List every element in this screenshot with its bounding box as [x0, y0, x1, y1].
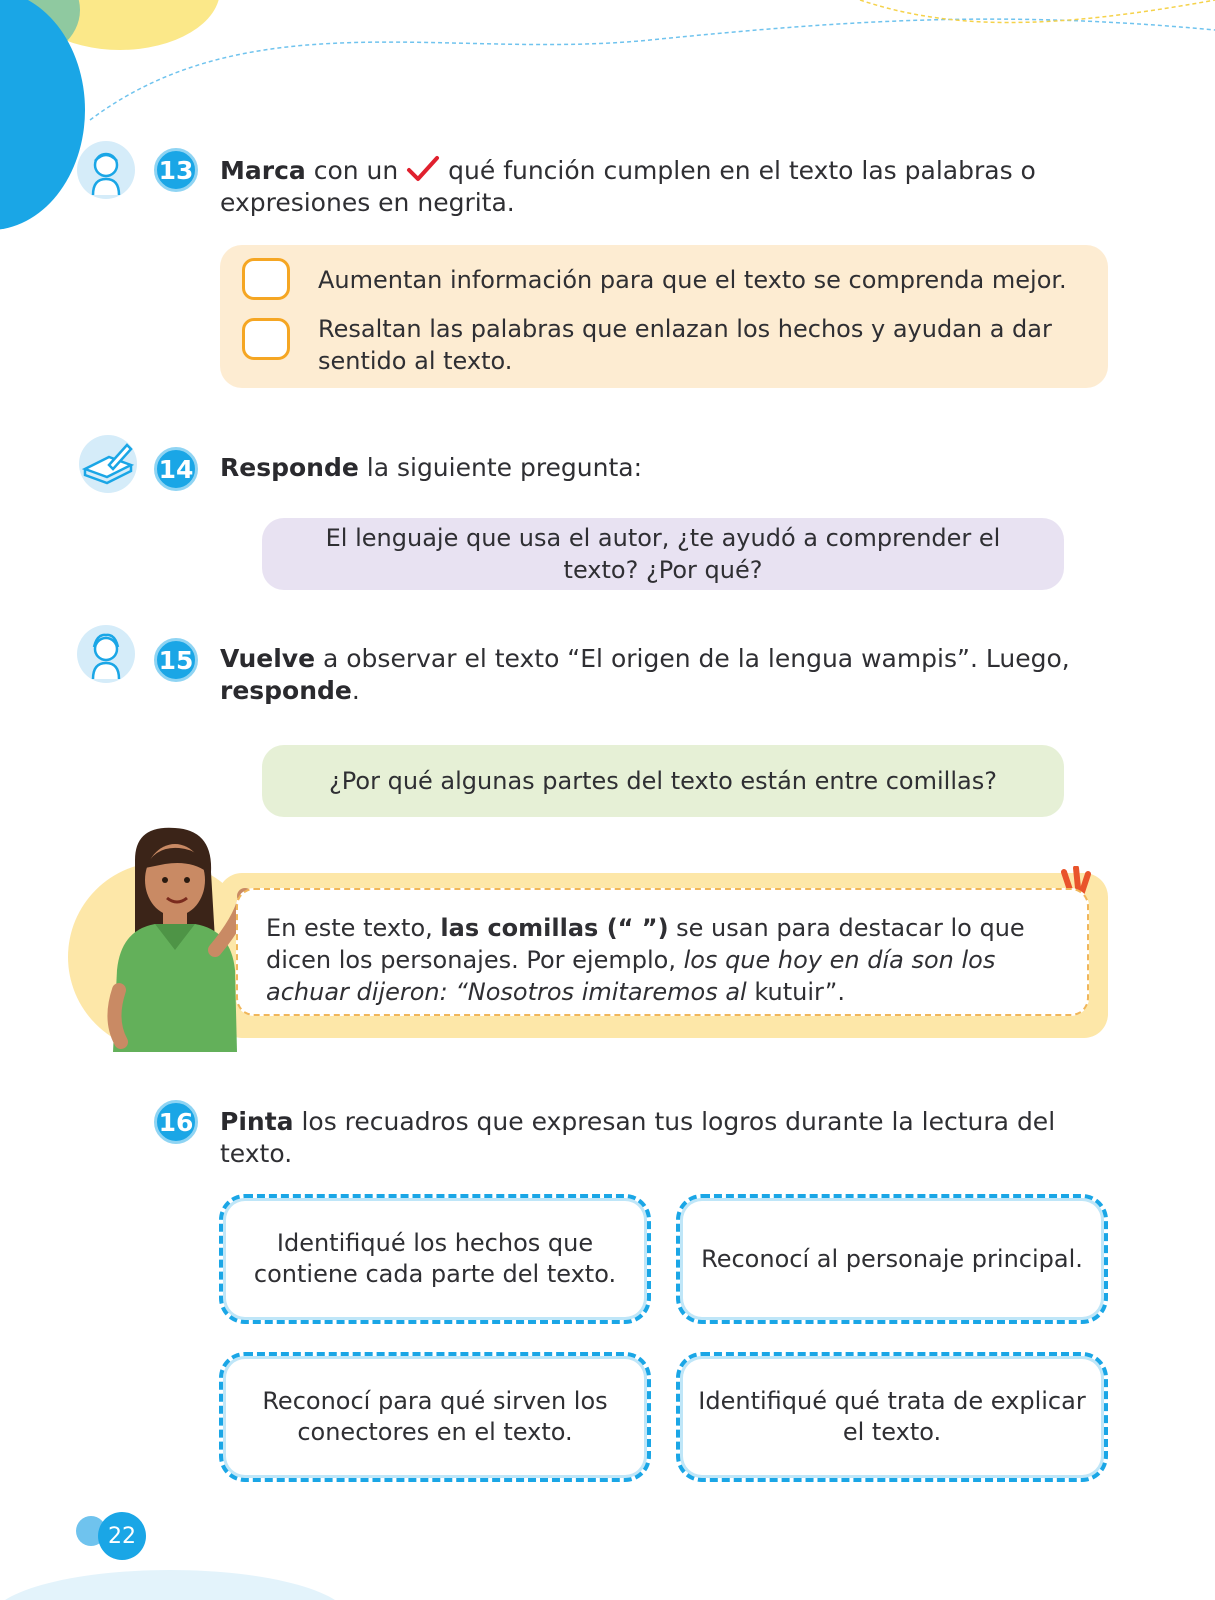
question-13-instruction: Marca con un qué función cumplen en el texto las palabras o expresiones en negrita.: [220, 156, 1036, 217]
achievement-box-3[interactable]: Reconocí para qué sirven los conectores en el texto.: [219, 1352, 651, 1482]
option-text-2: Resaltan las palabras que enlazan los hechos y ayudan a dar sentido al texto.: [318, 315, 1052, 375]
question-number-16: 16: [154, 1100, 198, 1144]
book-pencil-icon: [79, 435, 137, 493]
option-text-1: Aumentan información para que el texto se comprenda mejor.: [318, 266, 1067, 294]
question-number-15: 15: [154, 638, 198, 682]
achievement-box-4[interactable]: Identifiqué qué trata de explicar el texto.: [676, 1352, 1108, 1482]
question-15-instruction: Vuelve a observar el texto “El origen de la lengua wampis”. Luego, responde.: [220, 644, 1070, 705]
question-16-instruction: Pinta los recuadros que expresan tus logros durante la lectura del texto.: [220, 1107, 1056, 1168]
page-number: 22: [98, 1512, 146, 1560]
question-15-prompt: ¿Por qué algunas partes del texto están entre comillas?: [262, 745, 1064, 817]
note-text: En este texto, las comillas (“ ”) se usan para destacar lo que dicen los personajes. Por ejemplo, los que hoy en día son los achuar dijeron: “Nosotros imitaremos al kutuir”.: [236, 888, 1089, 1016]
checkmark-icon: [406, 155, 440, 183]
option-checkbox-1[interactable]: [242, 258, 290, 300]
option-checkbox-2[interactable]: [242, 318, 290, 360]
child-avatar-icon: [77, 625, 135, 683]
question-14-instruction: Responde la siguiente pregunta:: [220, 453, 643, 482]
question-14-prompt: El lenguaje que usa el autor, ¿te ayudó a comprender el texto? ¿Por qué?: [262, 518, 1064, 590]
question-number-13: 13: [154, 148, 198, 192]
child-avatar-icon: [77, 141, 135, 199]
question-number-14: 14: [154, 447, 198, 491]
achievement-box-1[interactable]: Identifiqué los hechos que contiene cada parte del texto.: [219, 1194, 651, 1324]
achievement-box-2[interactable]: Reconocí al personaje principal.: [676, 1194, 1108, 1324]
